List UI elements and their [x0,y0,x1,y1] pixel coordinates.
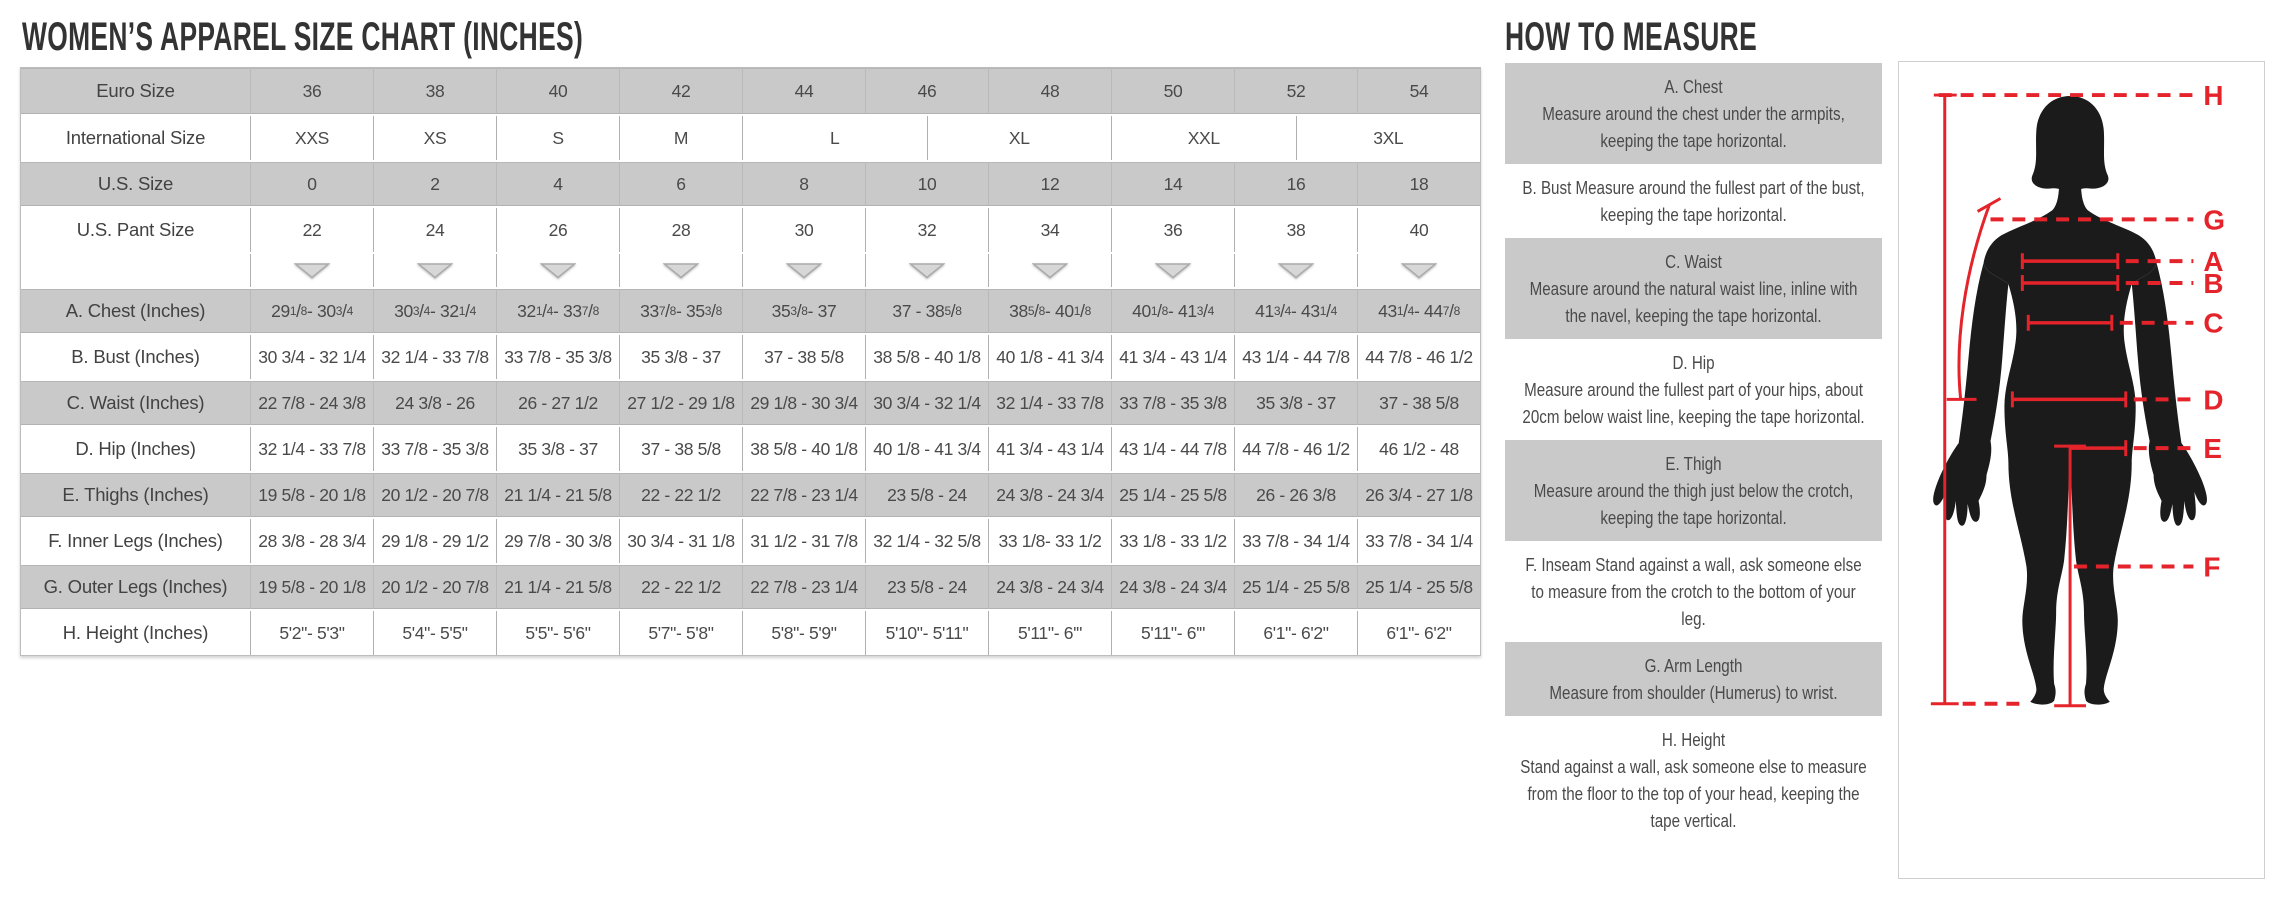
table-cell: 33 7/8 - 35 3/8 [1111,381,1234,425]
row-label: B. Bust (Inches) [71,346,200,367]
table-cell: 37 - 38 5/8 [619,427,742,471]
measure-item-text: B. Bust Measure around the fullest part of the bust, keeping the tape horizontal. [1522,177,1865,225]
table-cell: 41 3/4 - 43 1/4 [988,427,1111,471]
table-cell: 6'1"- 6'2" [1357,611,1480,655]
table-cell: 25 1/4 - 25 5/8 [1111,473,1234,517]
arrow-cell [619,254,742,287]
table-cell: 5'4"- 5'5" [373,611,496,655]
table-row-chest [21,287,1480,333]
measure-item-content [1505,174,1882,228]
down-arrow-icon [1155,263,1191,279]
table-cell: 14 [1111,162,1234,206]
figure-label-f: F [2203,551,2221,583]
table-cell: 40 [1357,208,1480,252]
table-cell: 38 5 / 8 - 40 1 / 8 [988,289,1111,333]
table-row-arrow-row [21,252,1480,287]
arrow-cell [250,254,373,287]
table-cell: 5'2"- 5'3" [250,611,373,655]
table-cell: 22 7/8 - 23 1/4 [742,565,865,609]
table-cell: 32 [865,208,988,252]
measurement-figure [1898,61,2265,879]
table-cell: 33 7/8 - 34 1/4 [1234,519,1357,563]
table-cell: 12 [988,162,1111,206]
table-cell: 33 7/8 - 34 1/4 [1357,519,1480,563]
table-cell: 32 1/4 - 33 7/8 [250,427,373,471]
row-label: U.S. Size [97,173,174,194]
table-cell: 36 [250,68,373,114]
table-cell: 30 3 / 4 - 32 1 / 4 [373,289,496,333]
table-cell: XS [373,116,496,160]
woman-silhouette-right-arm [2132,263,2207,526]
row-label: Euro Size [96,80,175,101]
table-cell: 29 1 / 8 - 30 3 / 4 [250,289,373,333]
woman-silhouette-head [2032,96,2109,193]
row-label: H. Height (Inches) [62,622,209,643]
down-arrow-icon [417,263,453,279]
table-cell: 28 [619,208,742,252]
measure-item-e-thigh [1505,440,1882,541]
measure-item-label: H. Height [1661,729,1726,750]
table-cell: 32 1/4 - 33 7/8 [373,335,496,379]
table-cell: 22 - 22 1/2 [619,473,742,517]
measure-item-label: C. Waist [1665,251,1722,272]
table-cell: 54 [1357,68,1480,114]
table-cell: 28 3/8 - 28 3/4 [250,519,373,563]
row-label: G. Outer Legs (Inches) [43,576,228,597]
measure-item-f-inseam [1505,541,1882,642]
table-cell: 25 1/4 - 25 5/8 [1357,565,1480,609]
size-chart-table [20,67,1481,656]
row-label: E. Thighs (Inches) [62,484,209,505]
how-to-measure-section [1505,0,2290,902]
table-cell: 31 1/2 - 31 7/8 [742,519,865,563]
table-cell: 24 [373,208,496,252]
measure-item-text: Measure around the natural waist line, inline with the navel, keeping the tape horizontal. [1529,278,1858,326]
measure-item-c-waist [1505,238,1882,339]
table-row-us-pant-size [21,206,1480,252]
table-row-us-size [21,160,1480,206]
measure-item-label: D. Hip [1672,352,1715,373]
figure-label-a: A [2203,246,2224,278]
table-cell: 24 3/8 - 24 3/4 [988,565,1111,609]
table-cell: 36 [1111,208,1234,252]
measure-item-text: Measure around the chest under the armpits, keeping the tape horizontal. [1542,103,1845,151]
measure-item-g-arm-length [1505,642,1882,716]
down-arrow-icon [294,263,330,279]
figure-label-e: E [2203,433,2222,465]
measure-item-a-chest [1505,63,1882,164]
table-cell: XXL [1111,116,1296,160]
measure-item-content [1505,248,1882,329]
table-cell: 41 3 / 4 - 43 1 / 4 [1234,289,1357,333]
measure-item-text: Measure around the fullest part of your hips, about 20cm below waist line, keeping the tape horizontal. [1522,379,1865,427]
table-cell: 26 [496,208,619,252]
table-row-height [21,609,1480,655]
table-cell: 43 1 / 4 - 44 7 / 8 [1357,289,1480,333]
figure-label-g: G [2203,204,2225,236]
table-cell: 8 [742,162,865,206]
measure-item-text: F. Inseam Stand against a wall, ask someone else to measure from the crotch to the bottom of your leg. [1525,554,1862,629]
down-arrow-icon [909,263,945,279]
table-cell: 32 1 / 4 - 33 7 / 8 [496,289,619,333]
arrow-cell [1111,254,1234,287]
figure-label-c: C [2203,307,2224,339]
table-cell: 4 [496,162,619,206]
table-cell: 23 5/8 - 24 [865,473,988,517]
table-cell: 33 1/8 - 33 1/2 [1111,519,1234,563]
arrow-cell [742,254,865,287]
measure-item-text: Stand against a wall, ask someone else to measure from the floor to the top of your head, keeping the tape vertical. [1520,756,1867,831]
table-cell: L [742,116,927,160]
arrow-cell [1234,254,1357,287]
table-cell: 40 [496,68,619,114]
arrow-cell [496,254,619,287]
table-row-waist [21,379,1480,425]
table-cell: 38 5/8 - 40 1/8 [865,335,988,379]
table-cell: 6'1"- 6'2" [1234,611,1357,655]
table-cell: 10 [865,162,988,206]
measurement-figure-svg [1899,62,2264,878]
row-label: U.S. Pant Size [76,219,195,240]
table-cell: 5'10"- 5'11" [865,611,988,655]
row-label: A. Chest (Inches) [65,300,206,321]
table-cell: XL [927,116,1112,160]
table-cell: 40 1/8 - 41 3/4 [865,427,988,471]
measure-item-label: E. Thigh [1665,453,1722,474]
table-cell: 32 1/4 - 32 5/8 [865,519,988,563]
table-cell: 29 1/8 - 29 1/2 [373,519,496,563]
measure-item-label: F. Inseam [1525,554,1592,575]
table-cell: 37 - 38 5/8 [1357,381,1480,425]
table-cell: 33 1/8- 33 1/2 [988,519,1111,563]
measure-item-label: G. Arm Length [1644,655,1743,676]
table-cell: 5'11"- 6'" [1111,611,1234,655]
how-to-measure-title: HOW TO MEASURE [1505,15,1758,59]
down-arrow-icon [786,263,822,279]
measure-item-label: A. Chest [1664,76,1723,97]
table-cell: 35 3/8 - 37 [496,427,619,471]
figure-label-h: H [2203,80,2224,111]
table-cell: 2 [373,162,496,206]
table-cell: 52 [1234,68,1357,114]
row-label: F. Inner Legs (Inches) [48,530,223,551]
measure-item-content [1505,551,1882,632]
table-cell: 19 5/8 - 20 1/8 [250,473,373,517]
table-cell: 24 3/8 - 24 3/4 [988,473,1111,517]
table-cell: 22 [250,208,373,252]
table-cell: 21 1/4 - 21 5/8 [496,473,619,517]
table-cell: 19 5/8 - 20 1/8 [250,565,373,609]
measure-instructions-list [1505,63,1882,844]
table-cell: 24 3/8 - 26 [373,381,496,425]
table-cell: 33 7 / 8 - 35 3 / 8 [619,289,742,333]
row-label: International Size [65,127,206,148]
down-arrow-icon [663,263,699,279]
table-cell: 46 1/2 - 48 [1357,427,1480,471]
table-cell: 38 [373,68,496,114]
table-row-thighs [21,471,1480,517]
table-row-hip [21,425,1480,471]
table-cell: 48 [988,68,1111,114]
row-label: C. Waist (Inches) [66,392,205,413]
table-cell: 33 7/8 - 35 3/8 [373,427,496,471]
table-cell: 6 [619,162,742,206]
down-arrow-icon [1278,263,1314,279]
table-cell: 42 [619,68,742,114]
table-cell: 22 - 22 1/2 [619,565,742,609]
measure-item-content [1505,450,1882,531]
table-cell: 29 1/8 - 30 3/4 [742,381,865,425]
table-cell: 40 1 / 8 - 41 3 / 4 [1111,289,1234,333]
table-cell: 33 7/8 - 35 3/8 [496,335,619,379]
table-cell: 44 [742,68,865,114]
table-row-inner-legs [21,517,1480,563]
measure-item-content [1505,349,1882,430]
measure-item-d-hip [1505,339,1882,440]
table-cell: 5'5"- 5'6" [496,611,619,655]
table-row-international-size [21,114,1480,160]
table-cell: 26 - 27 1/2 [496,381,619,425]
measure-item-content [1505,73,1882,154]
table-cell: 22 7/8 - 23 1/4 [742,473,865,517]
table-cell: 35 3/8 - 37 [1234,381,1357,425]
table-cell: 32 1/4 - 33 7/8 [988,381,1111,425]
down-arrow-icon [1401,263,1437,279]
table-cell: 37 - 38 5/8 [742,335,865,379]
row-label [21,254,250,287]
figure-label-b: B [2203,267,2224,299]
table-cell: 30 [742,208,865,252]
measure-item-b-bust [1505,164,1882,238]
down-arrow-icon [540,263,576,279]
table-cell: 30 3/4 - 31 1/8 [619,519,742,563]
table-cell: 35 3/8 - 37 [619,335,742,379]
arrow-cell [1357,254,1480,287]
table-cell: 22 7/8 - 24 3/8 [250,381,373,425]
size-chart-section [22,0,1483,700]
table-cell: 46 [865,68,988,114]
arrow-cell [988,254,1111,287]
figure-label-d: D [2203,384,2224,416]
table-cell: M [619,116,742,160]
table-cell: 30 3/4 - 32 1/4 [250,335,373,379]
table-cell: 38 5/8 - 40 1/8 [742,427,865,471]
measure-item-content [1505,652,1882,706]
arrow-cell [865,254,988,287]
table-cell: 3XL [1296,116,1481,160]
table-cell: 5'7"- 5'8" [619,611,742,655]
table-cell: 38 [1234,208,1357,252]
table-cell: S [496,116,619,160]
table-cell: 40 1/8 - 41 3/4 [988,335,1111,379]
measure-item-h-height [1505,716,1882,844]
table-cell: 24 3/8 - 24 3/4 [1111,565,1234,609]
table-cell: 27 1/2 - 29 1/8 [619,381,742,425]
table-cell: 43 1/4 - 44 7/8 [1234,335,1357,379]
down-arrow-icon [1032,263,1068,279]
table-cell: 21 1/4 - 21 5/8 [496,565,619,609]
table-cell: 23 5/8 - 24 [865,565,988,609]
size-chart-title: WOMEN’S APPAREL SIZE CHART (INCHES) [22,15,584,59]
table-cell: 16 [1234,162,1357,206]
table-cell: 30 3/4 - 32 1/4 [865,381,988,425]
arrow-cell [373,254,496,287]
table-cell: 26 3/4 - 27 1/8 [1357,473,1480,517]
measure-item-text: Measure around the thigh just below the crotch, keeping the tape horizontal. [1533,480,1854,528]
table-cell: 5'8"- 5'9" [742,611,865,655]
table-cell: 26 - 26 3/8 [1234,473,1357,517]
table-cell: 35 3 / 8 - 37 [742,289,865,333]
table-row-outer-legs [21,563,1480,609]
table-cell: 44 7/8 - 46 1/2 [1234,427,1357,471]
table-row-bust [21,333,1480,379]
table-cell: 50 [1111,68,1234,114]
table-cell: 20 1/2 - 20 7/8 [373,473,496,517]
table-cell: 18 [1357,162,1480,206]
table-cell: 29 7/8 - 30 3/8 [496,519,619,563]
table-cell: 34 [988,208,1111,252]
table-cell: 25 1/4 - 25 5/8 [1234,565,1357,609]
table-cell: 41 3/4 - 43 1/4 [1111,335,1234,379]
table-cell: 5'11"- 6'" [988,611,1111,655]
row-label: D. Hip (Inches) [75,438,196,459]
table-cell: 43 1/4 - 44 7/8 [1111,427,1234,471]
measure-item-text: Measure from shoulder (Humerus) to wrist. [1549,682,1838,703]
table-cell: 44 7/8 - 46 1/2 [1357,335,1480,379]
measure-item-label: B. Bust [1522,177,1572,198]
table-row-euro-size [21,68,1480,114]
measure-item-content [1505,726,1882,834]
table-cell: 20 1/2 - 20 7/8 [373,565,496,609]
table-cell: 0 [250,162,373,206]
table-cell: XXS [250,116,373,160]
table-cell: 37 - 38 5 / 8 [865,289,988,333]
